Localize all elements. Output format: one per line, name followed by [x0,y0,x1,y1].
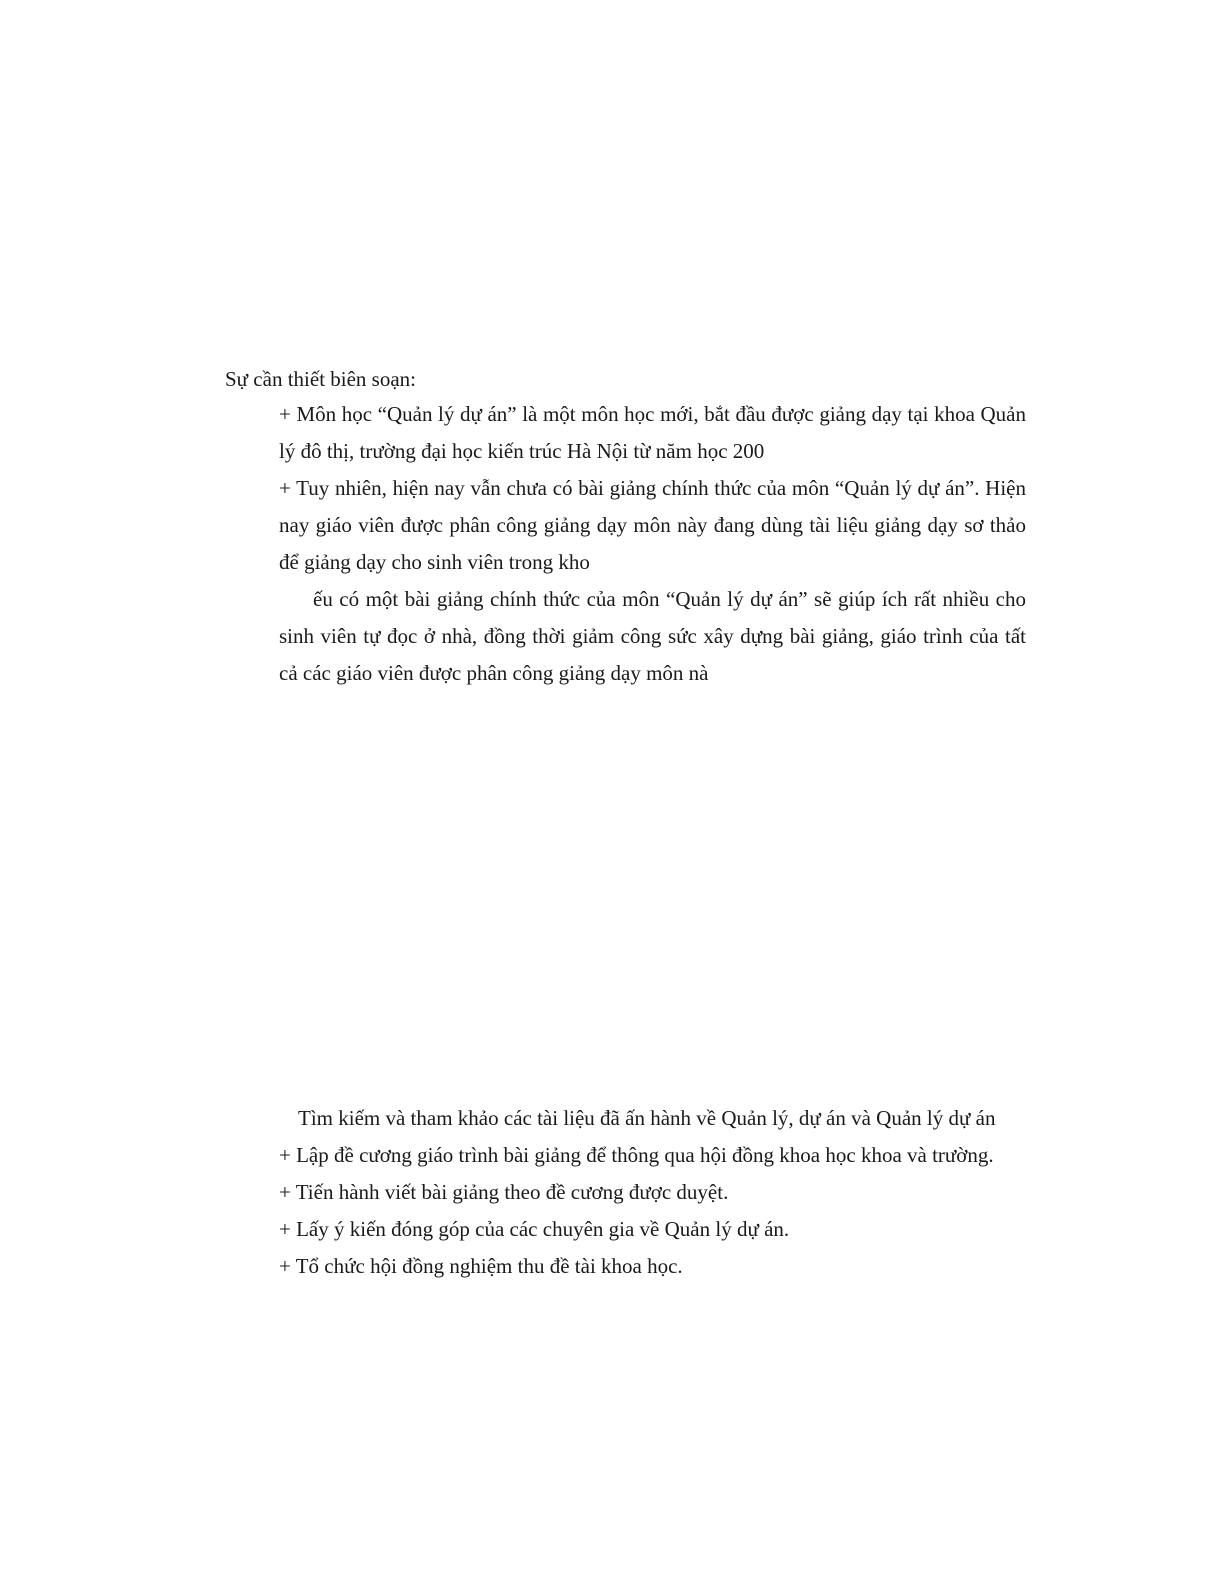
paragraph-no-official-lecture: + Tuy nhiên, hiện nay vẫn chưa có bài giảng chính thức của môn “Quản lý dự án”. Hiện nay giáo viên được phân công giảng dạy môn này đang dùng tài liệu giảng dạy sơ thảo để giảng dạy cho sinh viên trong kho [279,476,1026,574]
paragraph-expert-feedback: + Lấy ý kiến đóng góp của các chuyên gia về Quản lý dự án. [279,1217,790,1241]
paragraph-acceptance-council: + Tổ chức hội đồng nghiệm thu đề tài khoa học. [279,1254,683,1278]
paragraph-outline: + Lập đề cương giáo trình bài giảng để thông qua hội đồng khoa học khoa và trường. [279,1143,994,1167]
paragraph-research-references: Tìm kiếm và tham khảo các tài liệu đã ấn hành về Quản lý, dự án và Quản lý dự án [298,1106,996,1130]
paragraph-write-lecture: + Tiến hành viết bài giảng theo đề cương được duyệt. [279,1180,729,1204]
paragraph-benefit: ếu có một bài giảng chính thức của môn “Quản lý dự án” sẽ giúp ích rất nhiều cho sinh viên tự đọc ở nhà, đồng thời giảm công sức xây dựng bài giảng, giáo trình của tất cả các giáo viên được phân công giảng dạy môn nà [279,587,1026,685]
tasks-section [279,1100,1026,1285]
section-heading: Sự cần thiết biên soạn: [225,367,417,391]
rationale-section [279,396,1026,692]
paragraph-new-subject: + Môn học “Quản lý dự án” là một môn học mới, bắt đầu được giảng dạy tại khoa Quản lý đô thị, trường đại học kiến trúc Hà Nội từ năm học 200 [279,402,1026,463]
